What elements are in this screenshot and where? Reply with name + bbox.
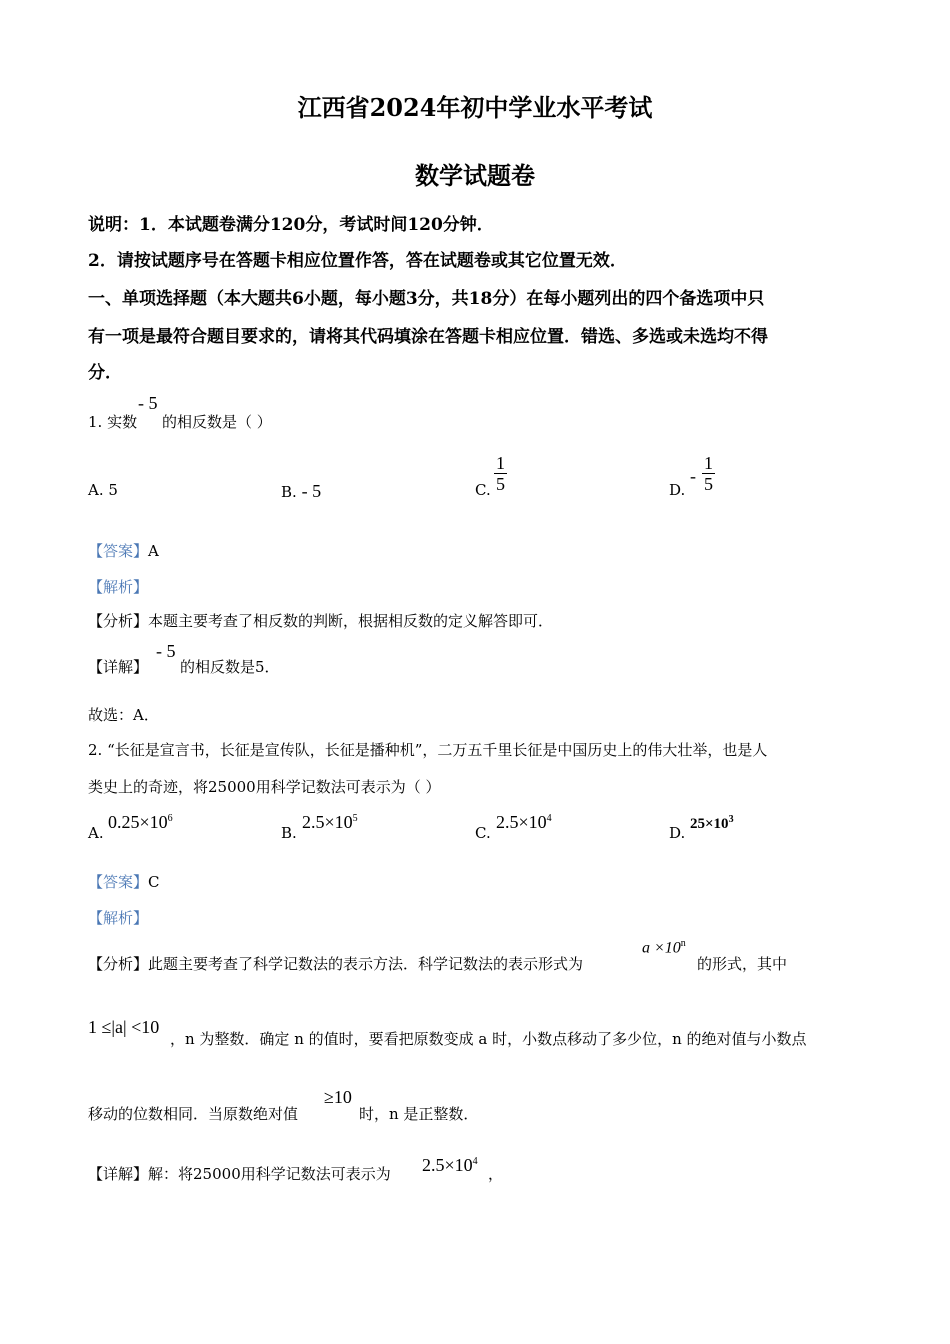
q2-condition-expression: 1 ≤|a| <10 <box>88 1017 160 1037</box>
q2-fenxi-tag: 【分析】 <box>88 955 149 973</box>
q2-analysis-tag: 【解析】 <box>88 909 149 927</box>
section-heading-line-2: 有一项是最符合题目要求的，请将其代码填涂在答题卡相应位置．错选、多选或未选均不得 <box>88 327 768 347</box>
q1-option-c-fraction <box>494 453 507 494</box>
q1-fenxi-text: 本题主要考查了相反数的判断，根据相反数的定义解答即可． <box>148 612 554 630</box>
note-2: 2．请按试题序号在答题卡相应位置作答，答在试题卷或其它位置无效． <box>88 251 627 271</box>
q2-option-d-base: 25×10 <box>690 816 729 832</box>
q2-answer <box>88 871 160 892</box>
q2-option-c-base: 2.5×10 <box>496 812 547 832</box>
q1-fenxi <box>88 610 553 631</box>
q2-option-b-value <box>302 812 358 833</box>
q2-xiangjie-base: 2.5×10 <box>422 1155 473 1175</box>
q2-stem-line-1: 2. “长征是宣言书，长征是宣传队，长征是播种机”，二万五千里长征是中国历史上的伟大壮举，也是人 <box>88 741 768 759</box>
q1-xiangjie-expression: - 5 <box>156 641 176 661</box>
q1-fenxi-tag: 【分析】 <box>88 612 149 630</box>
q2-condition-text: ，n 为整数．确定 n 的值时，要看把原数变成 a 时，小数点移动了多少位，n 的绝对值与小数点 <box>170 1030 807 1048</box>
q2-option-a-exponent: 6 <box>167 813 173 824</box>
q2-option-c-label: C. <box>475 824 491 842</box>
q2-option-d-value <box>690 814 734 833</box>
q1-expression: - 5 <box>138 393 158 413</box>
q2-fenxi-line-1 <box>88 953 583 974</box>
q1-option-d-denominator: 5 <box>704 474 713 494</box>
q2-xiangjie-text: 解：将25000用科学记数法可表示为 <box>148 1165 391 1183</box>
q2-option-b-base: 2.5×10 <box>302 812 353 832</box>
q2-stem-line-2: 类史上的奇迹，将25000用科学记数法可表示为（ ） <box>88 778 441 796</box>
q1-option-b-value: - 5 <box>301 481 322 501</box>
q2-option-d-exponent: 3 <box>728 814 734 825</box>
q1-xiangjie-text: 的相反数是5． <box>180 658 280 676</box>
q2-xiangjie-exponent: 4 <box>472 1156 478 1167</box>
q2-answer-tag: 【答案】 <box>88 873 149 891</box>
q1-option-a-value: 5 <box>108 481 118 499</box>
page-title: 江西省2024年初中学业水平考试 <box>297 93 653 122</box>
section-heading-line-3: 分． <box>88 363 122 383</box>
q1-answer-value: A <box>148 542 159 560</box>
q2-option-b-label: B. <box>281 824 297 842</box>
q2-fenxi-text-2: 的形式，其中 <box>697 955 788 973</box>
q1-option-d-fraction <box>702 453 715 494</box>
q1-option-c-label: C. <box>475 481 491 499</box>
note-1: 说明：1．本试题卷满分120分，考试时间120分钟． <box>88 215 494 235</box>
q1-option-b <box>281 481 321 502</box>
q2-rule-text: 移动的位数相同．当原数绝对值 <box>88 1105 299 1123</box>
q1-option-d-sign: - <box>690 466 696 486</box>
q2-rule-expression: ≥10 <box>324 1087 352 1107</box>
q2-option-a-value <box>108 812 173 833</box>
q1-analysis-tag: 【解析】 <box>88 578 149 596</box>
q2-option-c-value <box>496 812 552 833</box>
q1-suffix: 的相反数是（ ） <box>162 413 272 431</box>
q2-option-b-exponent: 5 <box>352 813 358 824</box>
q1-option-a <box>88 481 118 499</box>
q2-xiangjie-expression <box>422 1155 478 1176</box>
q2-answer-value: C <box>148 873 160 891</box>
q2-option-a-base: 0.25×10 <box>108 812 168 832</box>
q1-xiangjie-tag: 【详解】 <box>88 658 149 676</box>
q2-option-a-label: A. <box>88 824 104 842</box>
q1-option-d-numerator: 1 <box>704 453 713 473</box>
q1-choose: 故选：A． <box>88 706 159 724</box>
q2-fenxi-expression-base: a ×10 <box>642 939 681 957</box>
q2-option-c-exponent: 4 <box>546 813 552 824</box>
q2-xiangjie <box>88 1163 391 1184</box>
q2-fenxi-text-1: 此题主要考查了科学记数法的表示方法．科学记数法的表示形式为 <box>148 955 584 973</box>
q1-option-c-denominator: 5 <box>496 474 505 494</box>
q1-option-d-label: D. <box>669 481 686 499</box>
q1-prefix: 1. 实数 <box>88 413 138 431</box>
q2-xiangjie-end: ， <box>488 1165 504 1183</box>
q2-xiangjie-tag: 【详解】 <box>88 1165 149 1183</box>
section-heading-line-1: 一、单项选择题（本大题共6小题，每小题3分，共18分）在每小题列出的四个备选项中只 <box>88 289 765 309</box>
q2-option-d-label: D. <box>669 824 686 842</box>
q1-option-b-label: B. <box>281 483 297 501</box>
q2-rule-tail: 时，n 是正整数． <box>359 1105 479 1123</box>
q1-option-a-label: A. <box>88 481 104 499</box>
page-subtitle: 数学试题卷 <box>415 161 535 190</box>
q1-answer-tag: 【答案】 <box>88 542 149 560</box>
q2-fenxi-expression-exponent: n <box>680 938 686 949</box>
q2-fenxi-expression <box>642 938 686 957</box>
q1-answer <box>88 540 159 561</box>
q1-option-c-numerator: 1 <box>496 453 505 473</box>
